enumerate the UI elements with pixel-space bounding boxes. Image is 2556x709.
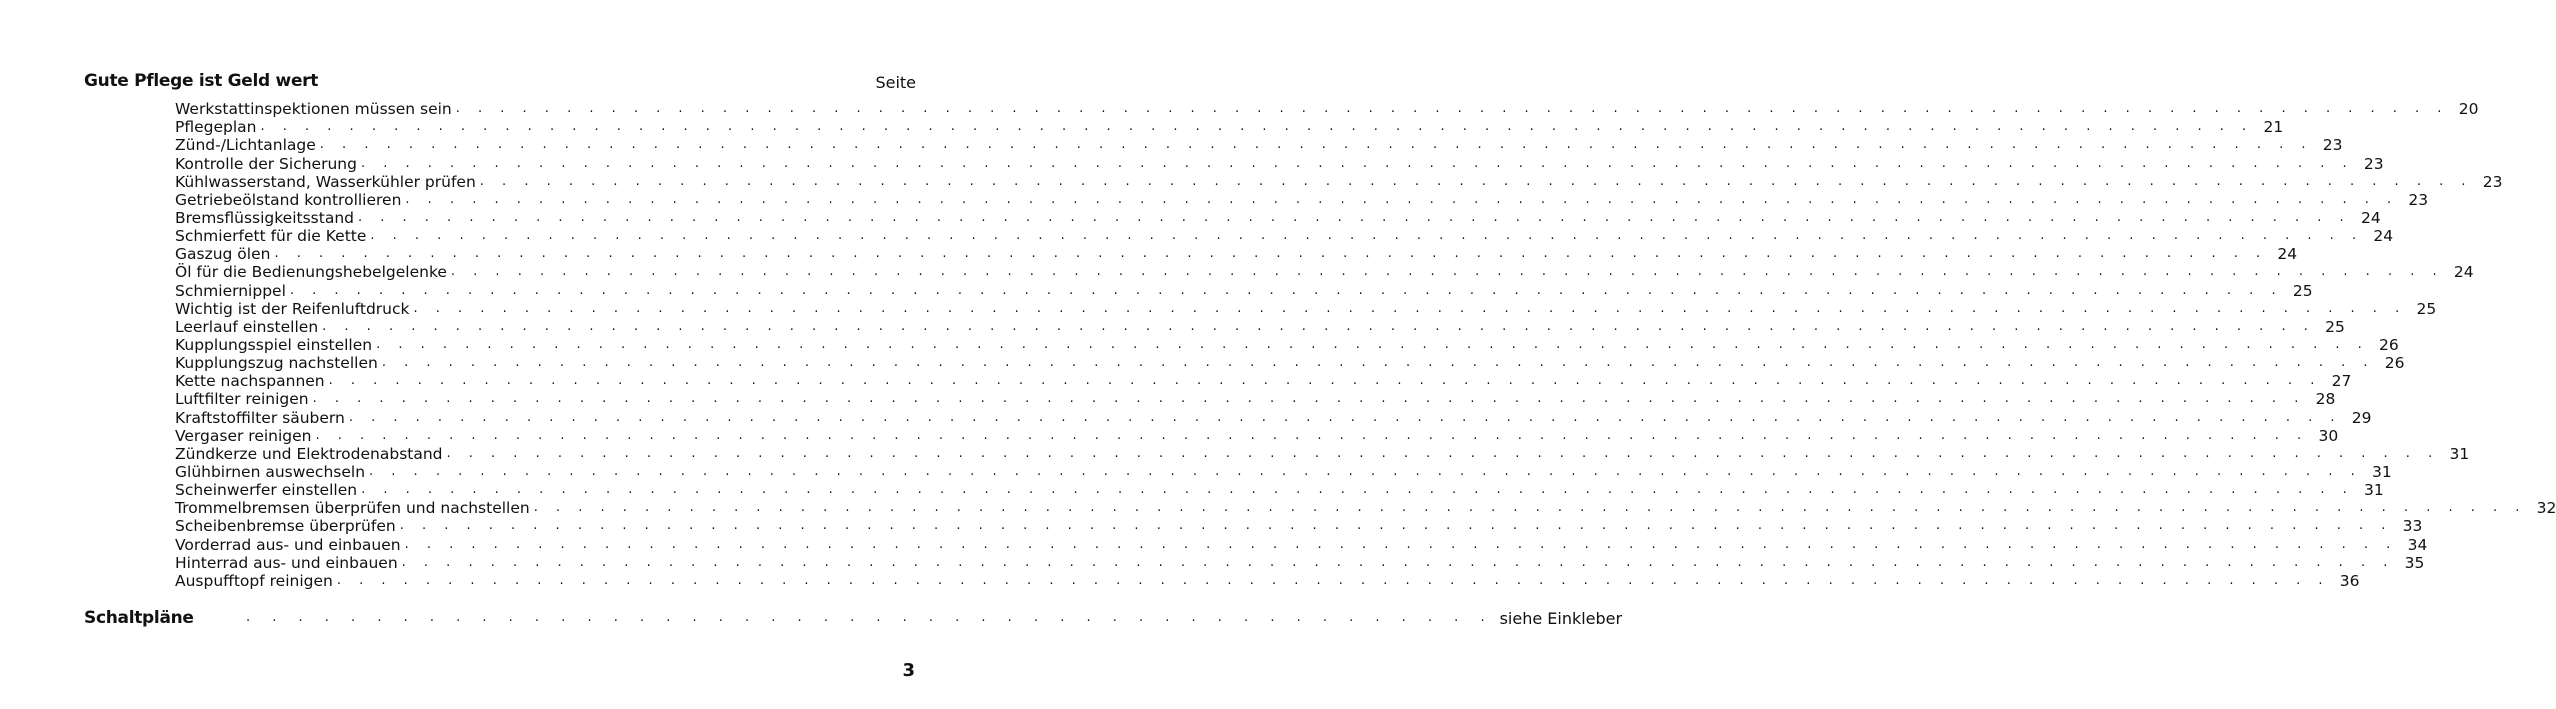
toc-entry-page: 36 xyxy=(2339,571,2360,590)
toc-row xyxy=(175,462,2392,481)
dot-leader: . . . . . . . . . . . . . . . . . . . . . . . . . . . . . . . . . . . . . . . . . . . . . . . . . . . . . . . . . . . . . . . . . . . . . . . . . . . . . . . . . . . . . . . . . . xyxy=(336,572,2330,588)
toc-entry-title: Kette nachspannen xyxy=(175,372,325,391)
dot-leader: . . . . . . . . . . . . . . . . . . . . . . . . . . . . . . . . . . . . . . . . . . . . . . . . . . . . . . . . . . . . . . . . . . . . . . . . . . . . . . . . . . . . . . . . . . xyxy=(361,482,2354,498)
toc-row xyxy=(175,517,2423,536)
toc-entry-page: 24 xyxy=(2277,245,2298,264)
toc-row xyxy=(175,444,2470,463)
toc-entry-page: 21 xyxy=(2263,118,2284,137)
dot-leader: . . . . . . . . . . . . . . . . . . . . . . . . . . . . . . . . . . . . . . . . . . . . . . . . . . . . . . . . . . . . . . . . . . . . . . . . . . . . . . . . . . . . . . . . . . xyxy=(328,373,2322,389)
toc-entry-page: 32 xyxy=(2536,499,2556,518)
toc-entry-page: 27 xyxy=(2331,372,2352,391)
toc-entry-title: Vergaser reinigen xyxy=(175,426,312,445)
toc-list xyxy=(175,100,2556,590)
dot-leader: . . . . . . . . . . . . . . . . . . . . . . . . . . . . . . . . . . . . . . . . . . . . . . . . . . . . . . . . . . . . . . . . . . . . . . . . . . . . . . . . . . . . . . . . . . xyxy=(479,173,2473,189)
toc-row xyxy=(175,354,2405,373)
toc-entry-page: 31 xyxy=(2449,444,2470,463)
toc-entry-title: Bremsflüssigkeitsstand xyxy=(175,208,354,227)
toc-row xyxy=(175,408,2372,427)
dot-leader: . . . . . . . . . . . . . . . . . . . . . . . . . . . . . . . . . . . . . . . . . . . . . . . . . . . . . . . . . . . . . . . . . . . . . . . . . . . . . . . . . . . . . . . . . . xyxy=(405,191,2399,207)
toc-entry-page: 25 xyxy=(2292,281,2313,300)
dot-leader: . . . . . . . . . . . . . . . . . . . . . . . . . . . . . . . . . . . . . . . . . . . . . . . . . . . . . . . . . . . . . . . . . . . . . . . . . . . . . . . . . . . . . . . . . . xyxy=(312,391,2306,407)
toc-row xyxy=(175,190,2429,209)
wiring-reference: siehe Einkleber xyxy=(1499,609,1623,628)
dot-leader: . . . . . . . . . . . . . . . . . . . . . . . . . . . . . . . . . . . . . . . . . . . . . . . . . . . . . . . . . . . . . . . . . . . . . . . . . . . . . . . . . . . . . . . . . . xyxy=(289,282,2283,298)
toc-entry-page: 34 xyxy=(2407,535,2428,554)
dot-leader: . . . . . . . . . . . . . . . . . . . . . . . . . . . . . . . . . . . . . . . . . . . . . . . . . . . . . . . . . . . . . . . . . . . . . . . . . . . . . . . . . . . . . . . . . . xyxy=(369,463,2362,479)
toc-entry-title: Trommelbremsen überprüfen und nachstellen xyxy=(175,499,530,518)
toc-row xyxy=(175,390,2336,409)
toc-entry-page: 29 xyxy=(2351,408,2372,427)
dot-leader: . . . . . . . . . . . . . . . . . . . . . . . . . . . . . . . . . . . . . . . . . . . . . . . . . . . . . . . . . . . . . . . . . . . . . . . . . . . . . . . . . . . . . . . . . . xyxy=(413,300,2407,316)
toc-entry-page: 23 xyxy=(2322,136,2343,155)
dot-leader: . . . . . . . . . . . . . . . . . . . . . . . . . . . . . . . . . . . . . . . . . . . . . . . . . . . . . . . . . . . . . . . . . . . . . . . . . . . . . . . . . . . . . . . . . . xyxy=(450,264,2444,280)
dot-leader: . . . . . . . . . . . . . . . . . . . . . . . . . . . . . . . . . . . . . . . . . . . . . . . . . . . . . . . . . . . . . . . . . . . . . . . . . . . . . . . . . . . . . . . . . . xyxy=(455,101,2449,117)
toc-row xyxy=(175,481,2384,500)
toc-row xyxy=(175,227,2394,246)
toc-entry-title: Kühlwasserstand, Wasserkühler prüfen xyxy=(175,172,476,191)
toc-entry-page: 25 xyxy=(2325,317,2345,336)
toc-entry-page: 31 xyxy=(2371,462,2392,481)
toc-entry-page: 28 xyxy=(2315,390,2336,409)
toc-entry-title: Zünd-/Lichtanlage xyxy=(175,136,316,155)
dot-leader: . . . . . . . . . . . . . . . . . . . . . . . . . . . . . . . . . . . . . . . . . . . . . . . . . . . . . . . . . . . . . . . . . . . . . . . . . . . . . . . . . . . . . . . . . . xyxy=(319,137,2313,153)
toc-row xyxy=(175,245,2298,264)
toc-entry-title: Schmiernippel xyxy=(175,281,286,300)
toc-entry-page: 24 xyxy=(2453,263,2474,282)
toc-row xyxy=(175,154,2384,173)
toc-entry-page: 26 xyxy=(2384,354,2405,373)
toc-entry-title: Kraftstoffilter säubern xyxy=(175,408,345,427)
dot-leader: . . . . . . . . . . . . . . . . . . . . . . . . . . . . . . . . . . . . . . . . . . . . . . . . . . . . . . . . . . . . . . . . . . . . . . . . . . . . . . . . . . . . . . . . . . xyxy=(274,246,2268,262)
toc-row xyxy=(175,553,2425,572)
toc-entry-title: Hinterrad aus- und einbauen xyxy=(175,553,398,572)
section-heading-care: Gute Pflege ist Geld wert xyxy=(84,71,319,91)
toc-entry-title: Auspufftopf reinigen xyxy=(175,571,333,590)
toc-entry-page: 35 xyxy=(2404,553,2425,572)
toc-entry-title: Öl für die Bedienungshebelgelenke xyxy=(175,263,447,282)
toc-entry-title: Kontrolle der Sicherung xyxy=(175,154,357,173)
toc-entry-title: Scheibenbremse überprüfen xyxy=(175,517,396,536)
dot-leader: . . . . . . . . . . . . . . . . . . . . . . . . . . . . . . . . . . . . . . . . . . . . . . . . . . . . . . . . . . . . . . . . . . . . . . . . . . . . . . . . . . . . . . . . . . xyxy=(376,336,2369,352)
toc-row xyxy=(175,263,2474,282)
dot-leader: . . . . . . . . . . . . . . . . . . . . . . . . . . . . . . . . . . . . . . . . . . . . . . . . . . . . . . . . . . . . . . . . . . . . . . . . . . . . . . . . . . . . . . . . . . xyxy=(399,518,2393,534)
toc-row xyxy=(175,118,2284,137)
dot-leader: . . . . . . . . . . . . . . . . . . . . . . . . . . . . . . . . . . . . . . . . . . . . . . . . . . . . . . . . . . . . . . . . . . . . . . . . . . . . . . . . . . . . . . . . . . xyxy=(360,155,2354,171)
toc-row xyxy=(175,335,2399,354)
toc-entry-title: Kupplungszug nachstellen xyxy=(175,354,378,373)
toc-entry-page: 33 xyxy=(2402,517,2423,536)
toc-entry-title: Werkstattinspektionen müssen sein xyxy=(175,100,452,119)
toc-row xyxy=(175,208,2381,227)
toc-row xyxy=(175,299,2437,318)
dot-leader: . . . . . . . . . . . . . . . . . . . . . . . . . . . . . . . . . . . . . . . . . . . . . . . . . . . . . . . . . . . . . . . . . . . . . . . . . . . . . . . . . . . . . . . . . . xyxy=(322,318,2315,334)
toc-entry-title: Vorderrad aus- und einbauen xyxy=(175,535,401,554)
toc-row xyxy=(175,100,2479,119)
toc-entry-title: Glühbirnen auswechseln xyxy=(175,462,366,481)
toc-entry-title: Leerlauf einstellen xyxy=(175,317,319,336)
toc-entry-title: Zündkerze und Elektrodenabstand xyxy=(175,444,443,463)
dot-leader: . . . . . . . . . . . . . . . . . . . . . . . . . . . . . . . . . . . . . . . . . . . . . . . . . . . . . . . . . . . . . . . . . . . . . . . . . . . . . . . . . . . . . . . . . . xyxy=(370,228,2364,244)
dot-leader: . . . . . . . . . . . . . . . . . . . . . . . . . . . . . . . . . . . . . . . . . . . . . . . . . . . . . . . . . . . . . . . . . . . . . . . . . . . . . . . . . . . . . . . . . . xyxy=(381,355,2375,371)
toc-row xyxy=(175,426,2339,445)
dot-leader: . . . . . . . . . . . . . . . . . . . . . . . . . . . . . . . . . . . . . . . . . . . . . . . . . . . . . . . . . . . . . . . . . . . . . . . . . . . . . . . . . . . . . . . . . . xyxy=(260,119,2254,135)
toc-row xyxy=(175,281,2313,300)
toc-entry-page: 31 xyxy=(2364,481,2384,500)
toc-row xyxy=(175,372,2352,391)
toc-entry-title: Pflegeplan xyxy=(175,118,257,137)
dot-leader: . . . . . . . . . . . . . . . . . . . . . . . . . . . . . . . . . . . . . . . . . . . . . . . . . . . . . . . . . . . . . . . . . . . . . . . . . . . . . . . . . . . . . . . . . . xyxy=(348,409,2342,425)
toc-row xyxy=(175,172,2503,191)
toc-entry-title: Scheinwerfer einstellen xyxy=(175,481,358,500)
toc-entry-title: Schmierfett für die Kette xyxy=(175,227,367,246)
page-column-label: Seite xyxy=(875,73,916,92)
toc-row xyxy=(175,136,2343,155)
section-heading-wiring: Schaltpläne xyxy=(84,608,194,628)
dot-leader: . . . . . . . . . . . . . . . . . . . . . . . . . . . . . . . . . . . . . . . . . . . . . . . . . . . . . . . . . . . . . . . . . . . . . . . . . . . . . . . . . . . . . . . . . . xyxy=(401,554,2395,570)
toc-entry-title: Wichtig ist der Reifenluftdruck xyxy=(175,299,410,318)
toc-entry-title: Gaszug ölen xyxy=(175,245,271,264)
toc-entry-page: 30 xyxy=(2318,426,2339,445)
toc-entry-page: 23 xyxy=(2408,190,2429,209)
dot-leader: . . . . . . . . . . . . . . . . . . . . . . . . . . . . . . . . . . . . . . . . . . . . . . . . . . . . . . . . . . . . . . . . . . . . . . . . . . . . . . . . . . . . . . . . . . xyxy=(358,209,2351,225)
toc-entry-page: 23 xyxy=(2482,172,2503,191)
toc-entry-title: Getriebeölstand kontrollieren xyxy=(175,190,402,209)
toc-row xyxy=(175,499,2556,518)
page-number: 3 xyxy=(902,660,915,681)
toc-entry-page: 24 xyxy=(2373,227,2394,246)
dot-leader: . . . . . . . . . . . . . . . . . . . . . . . . . . . . . . . . . . . . . . . . . . . . . . . . . . . . . . . . . . . . . . . . . . . . . . . . . . . . . . . . . . . . . . . . . . xyxy=(533,500,2527,516)
dot-leader: . . . . . . . . . . . . . . . . . . . . . . . . . . . . . . . . . . . . . . . . . . . . . . . . . . . . . . . . . . . . . . . . . . . . . . . . . . . . . . . . . . . . . . . . . . xyxy=(315,427,2309,443)
toc-row xyxy=(175,317,2345,336)
toc-entry-page: 20 xyxy=(2458,100,2479,119)
toc-entry-page: 26 xyxy=(2379,335,2399,354)
toc-entry-title: Luftfilter reinigen xyxy=(175,390,309,409)
toc-entry-page: 24 xyxy=(2360,208,2381,227)
toc-row-schaltplaene xyxy=(84,608,1623,628)
dot-leader: . . . . . . . . . . . . . . . . . . . . . . . . . . . . . . . . . . . . . . . . . . . . . . . . . . . . . . . . . . . . . . . . . . . . . . . . . . . . . . . . . . . . . . . . . . xyxy=(404,536,2398,552)
dot-leader: . . . . . . . . . . . . . . . . . . . . . . . . . . . . . . . . . . . . . . . . . . . . . . . . xyxy=(246,610,1494,625)
toc-entry-page: 23 xyxy=(2363,154,2384,173)
toc-row xyxy=(175,571,2360,590)
toc-entry-title: Kupplungsspiel einstellen xyxy=(175,335,373,354)
toc-row xyxy=(175,535,2428,554)
toc-entry-page: 25 xyxy=(2416,299,2437,318)
dot-leader: . . . . . . . . . . . . . . . . . . . . . . . . . . . . . . . . . . . . . . . . . . . . . . . . . . . . . . . . . . . . . . . . . . . . . . . . . . . . . . . . . . . . . . . . . . xyxy=(446,445,2440,461)
